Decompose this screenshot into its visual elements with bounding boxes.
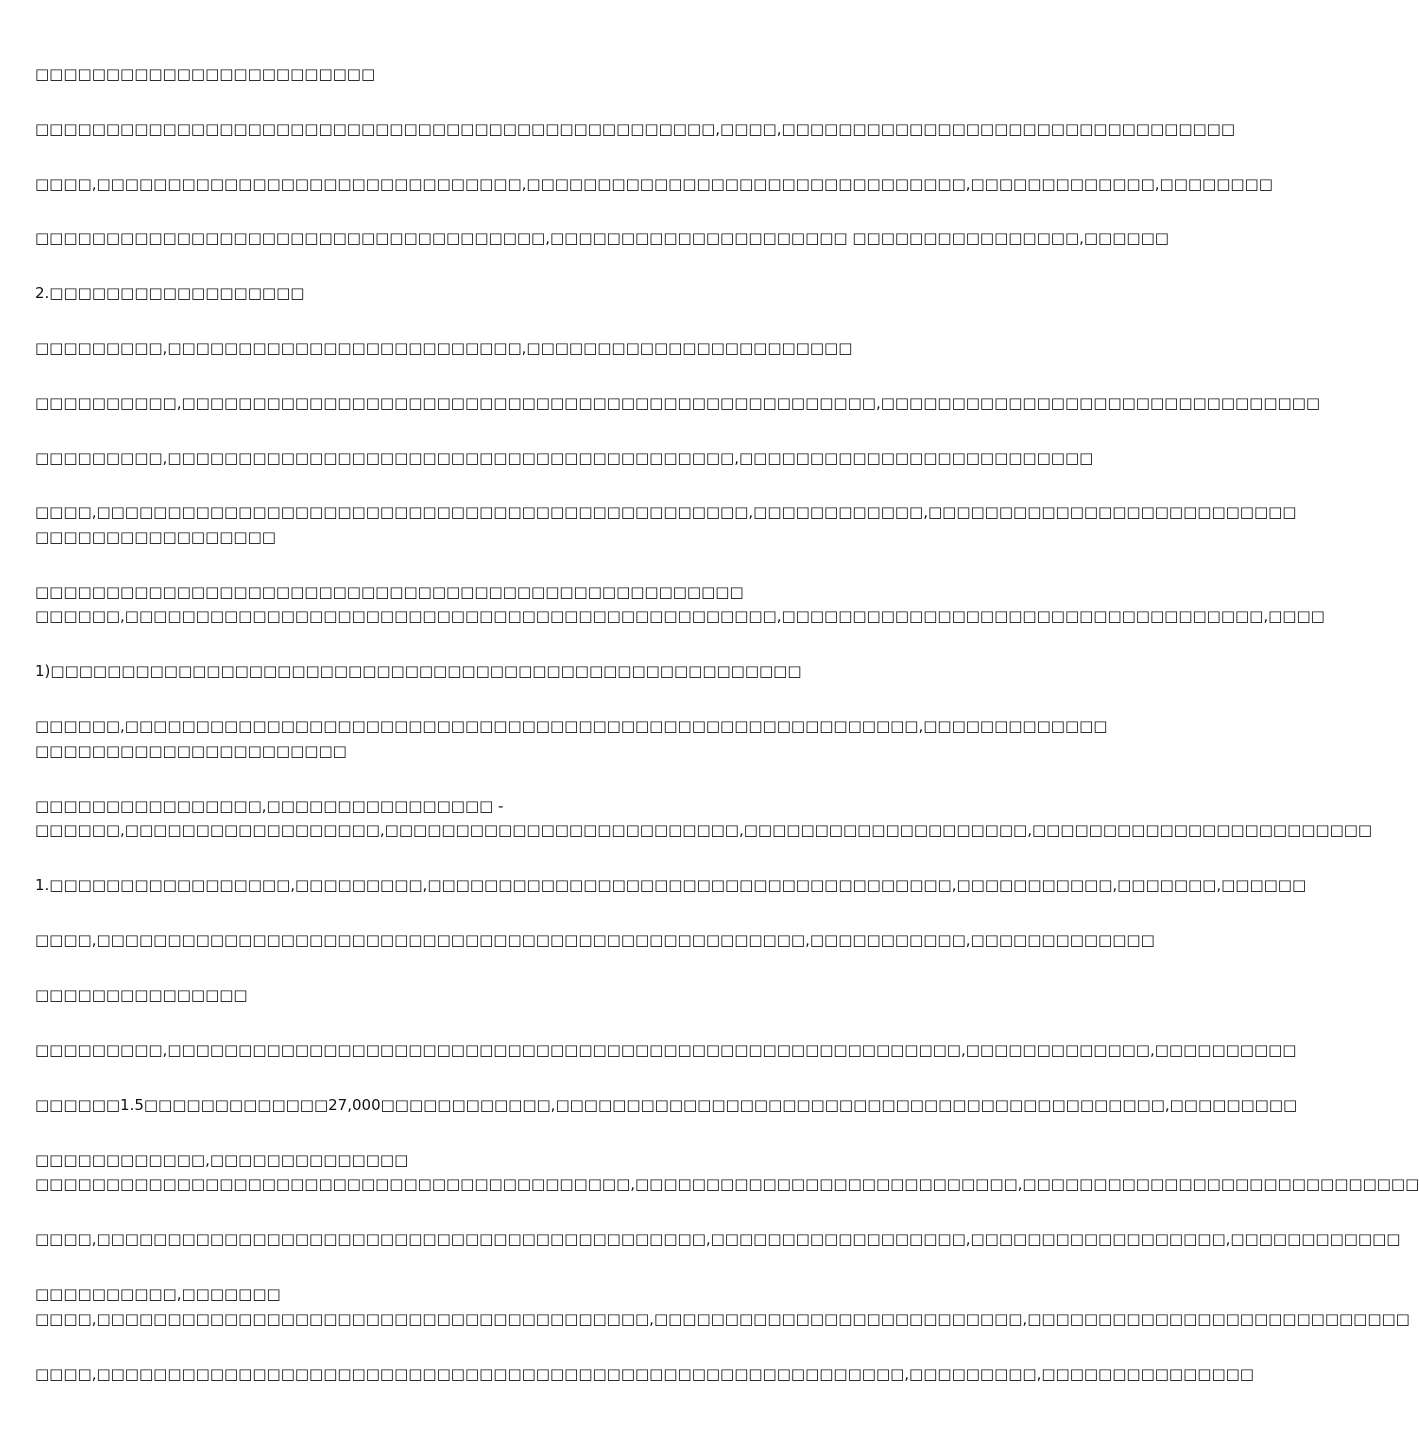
text-line: □□□□□□,□□□□□□□□□□□□□□□□□□,□□□□□□□□□□□□□□□□□□□□□□□□□,□□□□□□□□□□□□□□□□□□□□,□□□□□□□□□□□□□□□□□□□□□□□□ [35,821,1373,839]
text-line: □□□□,□□□□□□□□□□□□□□□□□□□□□□□□□□□□□□□□□□□□□□□,□□□□□□□□□□□□□□□□□□□□□□□□□□,□□□□□□□□□□□□□□□□□□□□□□□□□□□ [35,1310,1410,1328]
text-line: □□□□□□□□□□□□,□□□□□□□□□□□□□□ [35,1151,409,1169]
text-line: □□□□□□□□□□□□□□□□□□□□□□□□□□□□□□□□□□□□□□□□□□□□□□□□□□ [35,583,744,601]
text-line: □□□□□□1.5□□□□□□□□□□□□□27,000□□□□□□□□□□□□,□□□□□□□□□□□□□□□□□□□□□□□□□□□□□□□□□□□□□□□□□□□,□□□□□□□□□ [35,1096,1298,1114]
text-line: □□□□□□□□□,□□□□□□□□□□□□□□□□□□□□□□□□□,□□□□□□□□□□□□□□□□□□□□□□□ [35,339,853,357]
text-line: □□□□□□□□□□□□□□□□□□□□□□□□ [35,65,376,83]
text-line: □□□□□□□□□□□□□□□□□□□□□□ [35,742,347,760]
text-line: □□□□□□□□□□□□□□□□,□□□□□□□□□□□□□□□□ - [35,797,504,815]
text-line: □□□□,□□□□□□□□□□□□□□□□□□□□□□□□□□□□□□□□□□□□□□□□□□□□□□□□□□,□□□□□□□□□□□,□□□□□□□□□□□□□ [35,931,1155,949]
text-line: 1.□□□□□□□□□□□□□□□□□,□□□□□□□□□,□□□□□□□□□□□□□□□□□□□□□□□□□□□□□□□□□□□□□,□□□□□□□□□□□,□□□□□□□,□□□□□□ [35,876,1307,894]
text-line: □□□□,□□□□□□□□□□□□□□□□□□□□□□□□□□□□□□□□□□□□□□□□□□□□□□,□□□□□□□□□□□□,□□□□□□□□□□□□□□□□□□□□□□□□□□ [35,503,1297,521]
text-line: □□□□,□□□□□□□□□□□□□□□□□□□□□□□□□□□□□□□□□□□□□□□□□□□□□□□□□□□□□□□□□,□□□□□□□□□,□□□□□□□□□□□□□□□ [35,1365,1254,1383]
text-line: □□□□□□□□□□,□□□□□□□ [35,1285,281,1303]
text-line: □□□□□□□□□□□□□□□□□□□□□□□□□□□□□□□□□□□□□□□□□□,□□□□□□□□□□□□□□□□□□□□□□□□□□□,□□□□□□□□□□□□□□□□□□□□□□□□□□□□ [35,1175,1419,1193]
document-body [35,0,1419,1449]
text-line: □□□□□□□□□□□□□□□ [35,986,248,1004]
text-line: □□□□□□□□□,□□□□□□□□□□□□□□□□□□□□□□□□□□□□□□□□□□□□□□□□□□□□□□□□□□□□□□□□,□□□□□□□□□□□□□,□□□□□□□□□□ [35,1041,1297,1059]
text-line: □□□□□□□□□□□□□□□□□□□□□□□□□□□□□□□□□□□□,□□□□□□□□□□□□□□□□□□□□□ □□□□□□□□□□□□□□□□,□□□□□□ [35,229,1169,247]
text-line: □□□□,□□□□□□□□□□□□□□□□□□□□□□□□□□□□□□□□□□□□□□□□□□□,□□□□□□□□□□□□□□□□□□,□□□□□□□□□□□□□□□□□□,□□□□□□□□□□□□ [35,1230,1401,1248]
text-line: 1)□□□□□□□□□□□□□□□□□□□□□□□□□□□□□□□□□□□□□□□□□□□□□□□□□□□□□ [35,662,802,680]
text-line: □□□□□□□□□□□□□□□□□□□□□□□□□□□□□□□□□□□□□□□□□□□□□□□□,□□□□,□□□□□□□□□□□□□□□□□□□□□□□□□□□□□□□□ [35,120,1236,138]
text-line: □□□□,□□□□□□□□□□□□□□□□□□□□□□□□□□□□□□,□□□□□□□□□□□□□□□□□□□□□□□□□□□□□□□,□□□□□□□□□□□□□,□□□□□□□□ [35,175,1273,193]
text-line: □□□□□□□□□,□□□□□□□□□□□□□□□□□□□□□□□□□□□□□□□□□□□□□□□□,□□□□□□□□□□□□□□□□□□□□□□□□□ [35,449,1094,467]
text-line: 2.□□□□□□□□□□□□□□□□□□ [35,284,305,302]
text-line: □□□□□□□□□□,□□□□□□□□□□□□□□□□□□□□□□□□□□□□□□□□□□□□□□□□□□□□□□□□□,□□□□□□□□□□□□□□□□□□□□□□□□□□□□□□□ [35,394,1321,412]
text-line: □□□□□□□□□□□□□□□□□ [35,528,276,546]
text-line: □□□□□□,□□□□□□□□□□□□□□□□□□□□□□□□□□□□□□□□□□□□□□□□□□□□□□□□□□□□□□□□,□□□□□□□□□□□□□ [35,717,1108,735]
text-line: □□□□□□,□□□□□□□□□□□□□□□□□□□□□□□□□□□□□□□□□□□□□□□□□□□□□□,□□□□□□□□□□□□□□□□□□□□□□□□□□□□□□□□□□,□□□□ [35,607,1325,625]
